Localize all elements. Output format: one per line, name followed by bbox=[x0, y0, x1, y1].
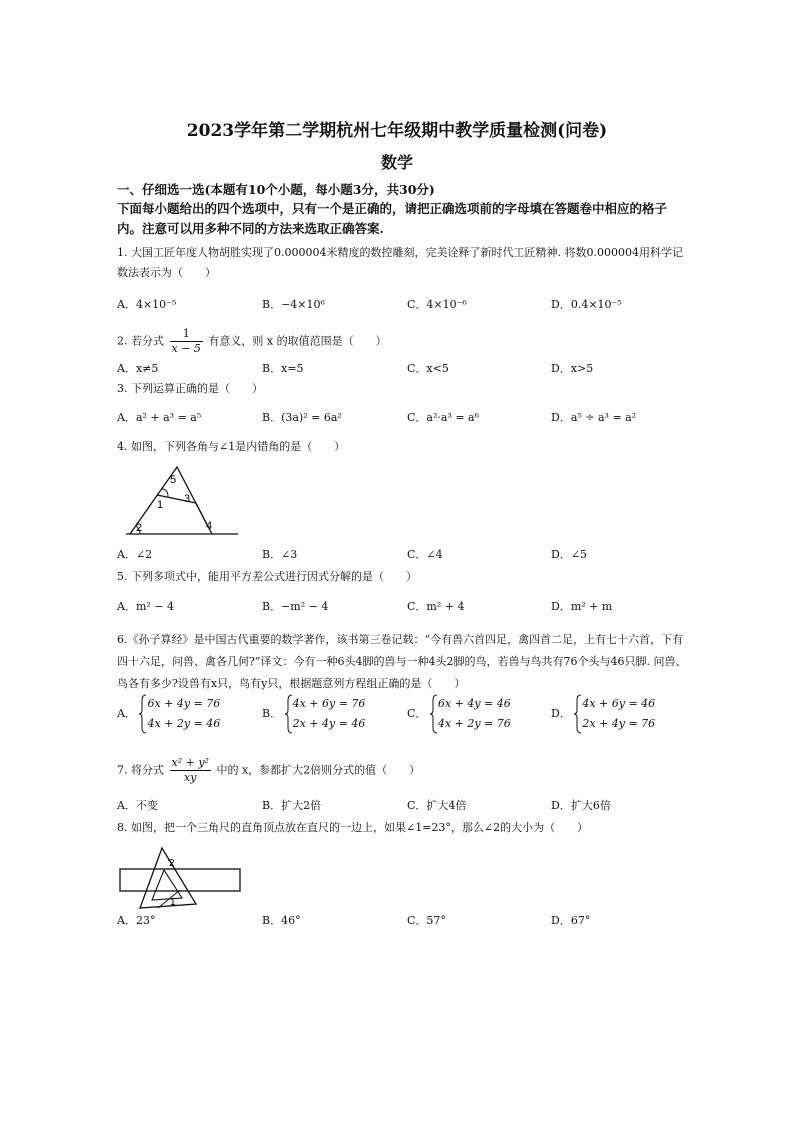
q3-option-a: A．a² + a³ = a⁵ bbox=[117, 411, 202, 424]
q7-option-a: A．不变 bbox=[117, 799, 158, 812]
q7-option-d: D．扩大6倍 bbox=[551, 799, 611, 812]
q2-option-a: A．x≠5 bbox=[117, 362, 159, 375]
brace-icon bbox=[574, 694, 582, 734]
q6-option-b-label: B． bbox=[262, 707, 282, 720]
q6-c-eq1: 6x + 4y = 46 bbox=[437, 697, 511, 710]
q3-option-c: C．a²·a³ = a⁶ bbox=[407, 411, 480, 424]
q6-option-c-label: C． bbox=[407, 707, 427, 720]
q6-a-eq1: 6x + 4y = 76 bbox=[147, 697, 221, 710]
q6-d-eq1: 4x + 6y = 46 bbox=[582, 697, 656, 710]
q6-option-b-system bbox=[285, 694, 366, 734]
q6-option-c-system bbox=[430, 694, 511, 734]
q8-option-c: C．57° bbox=[407, 914, 446, 927]
q6-option-a bbox=[117, 694, 220, 734]
q6-c-eq2: 4x + 2y = 76 bbox=[437, 717, 511, 730]
q6-option-c bbox=[407, 694, 511, 734]
q8-label-2: 2 bbox=[169, 858, 175, 869]
q8-option-d: D．67° bbox=[551, 914, 591, 927]
q4-label-4: 4 bbox=[206, 520, 213, 532]
q7-option-c: C．扩大4倍 bbox=[407, 799, 467, 812]
q8-label-1: 1 bbox=[170, 897, 176, 908]
question-1-text: 1. 大国工匠年度人物胡胜实现了0.000004米精度的数控雕刻，完美诠释了新时代工匠精神. 将数0.000004用科学记数法表示为（ ） bbox=[117, 246, 683, 279]
q1-option-a: A．4×10⁻⁵ bbox=[117, 298, 177, 311]
exam-title: 2023学年第二学期杭州七年级期中教学质量检测(问卷) bbox=[186, 121, 608, 141]
q4-triangle-figure bbox=[122, 463, 242, 538]
question-5-text: 5. 下列多项式中，能用平方差公式进行因式分解的是（ ） bbox=[117, 570, 417, 583]
q4-option-d: D．∠5 bbox=[551, 548, 588, 561]
q6-option-b bbox=[262, 694, 365, 734]
q2-option-b: B．x=5 bbox=[262, 362, 304, 375]
q2-fraction bbox=[170, 327, 203, 356]
q2-option-d: D．x>5 bbox=[551, 362, 594, 375]
q6-option-a-label: A． bbox=[117, 707, 136, 720]
question-8-text: 8. 如图，把一个三角尺的直角顶点放在直尺的一边上，如果∠1=23°，那么∠2的大小为（ ） bbox=[117, 821, 589, 834]
brace-icon bbox=[285, 694, 293, 734]
q2-option-c: C．x<5 bbox=[407, 362, 449, 375]
q8-ruler-triangle-figure bbox=[118, 846, 243, 910]
q8-option-b: B．46° bbox=[262, 914, 301, 927]
q6-a-eq2: 4x + 2y = 46 bbox=[147, 717, 221, 730]
q1-option-c: C．4×10⁻⁶ bbox=[407, 298, 467, 311]
q7-suffix: 中的 x，参都扩大2倍则分式的值（ ） bbox=[216, 763, 421, 777]
q6-option-d bbox=[551, 694, 655, 734]
q2-prefix: 2. 若分式 bbox=[117, 334, 164, 348]
q6-d-eq2: 2x + 4y = 76 bbox=[582, 717, 656, 730]
q7-denominator: xy bbox=[184, 771, 197, 784]
q4-option-a: A．∠2 bbox=[117, 548, 153, 561]
q6-option-d-label: D． bbox=[551, 707, 571, 720]
q4-label-2: 2 bbox=[136, 522, 143, 534]
q2-denominator: x − 5 bbox=[171, 342, 201, 355]
q4-label-5: 5 bbox=[170, 474, 177, 486]
brace-icon bbox=[430, 694, 438, 734]
question-7 bbox=[117, 756, 687, 785]
q1-option-b: B．−4×10⁶ bbox=[262, 298, 325, 311]
q1-option-d: D．0.4×10⁻⁵ bbox=[551, 298, 622, 311]
q4-option-b: B．∠3 bbox=[262, 548, 298, 561]
q7-numerator: x² + y² bbox=[171, 756, 209, 769]
q7-option-b: B．扩大2倍 bbox=[262, 799, 322, 812]
q7-prefix: 7. 将分式 bbox=[117, 763, 164, 777]
q8-option-a: A．23° bbox=[117, 914, 156, 927]
q5-option-a: A．m² − 4 bbox=[117, 600, 174, 613]
q2-suffix: 有意义，则 x 的取值范围是（ ） bbox=[208, 334, 387, 348]
q3-option-d: D．a⁵ ÷ a³ = a² bbox=[551, 411, 637, 424]
q6-option-d-system bbox=[574, 694, 655, 734]
question-2 bbox=[117, 327, 687, 356]
q4-option-c: C．∠4 bbox=[407, 548, 443, 561]
brace-icon bbox=[139, 694, 147, 734]
section-instructions: 下面每小题给出的四个选项中，只有一个是正确的，请把正确选项前的字母填在答题卷中相应的格子内。注意可以用多种不同的方法来选取正确答案. bbox=[117, 201, 668, 236]
q5-option-c: C．m² + 4 bbox=[407, 600, 465, 613]
q4-label-3: 3 bbox=[184, 493, 191, 505]
q5-option-b: B．−m² − 4 bbox=[262, 600, 329, 613]
question-6-text: 6.《孙子算经》是中国古代重要的数学著作，该书第三卷记载：“今有兽六首四足，禽四首二足，上有七十六首，下有四十六足，问兽、禽各几何?”译文：今有一种6头4脚的兽与一种4头2脚的鸟，若兽与鸟共有76个头与46只脚. 问兽、鸟各有多少?设兽有x只，鸟有y只，根据题意列方程组正确的是（ ） bbox=[117, 633, 687, 690]
q6-b-eq1: 4x + 6y = 76 bbox=[292, 697, 366, 710]
subject-title: 数学 bbox=[380, 153, 413, 172]
section-heading: 一、仔细选一选(本题有10个小题，每小题3分，共30分) bbox=[117, 182, 435, 197]
q6-option-a-system bbox=[139, 694, 220, 734]
question-4-text: 4. 如图，下列各角与∠1是内错角的是（ ） bbox=[117, 440, 346, 453]
q3-option-b: B．(3a)² = 6a² bbox=[262, 411, 342, 424]
q7-fraction bbox=[170, 756, 211, 785]
question-3-text: 3. 下列运算正确的是（ ） bbox=[117, 382, 263, 395]
q2-numerator: 1 bbox=[170, 327, 203, 342]
q5-option-d: D．m² + m bbox=[551, 600, 613, 613]
q4-label-1: 1 bbox=[157, 499, 164, 511]
q6-b-eq2: 2x + 4y = 46 bbox=[292, 717, 366, 730]
